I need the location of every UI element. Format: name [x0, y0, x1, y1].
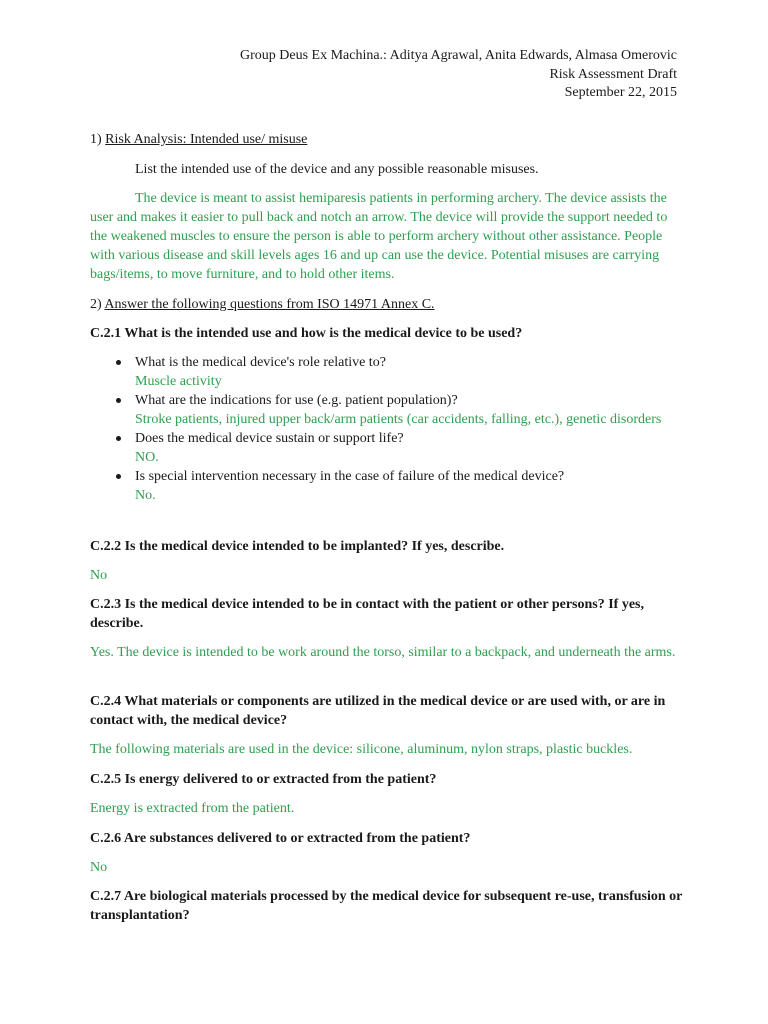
- bullet-answer: Stroke patients, injured upper back/arm patients (car accidents, falling, etc.), genetic disorders: [135, 412, 662, 427]
- section1-heading: [90, 130, 684, 149]
- document-header: [240, 47, 677, 103]
- list-item: [90, 391, 684, 429]
- header-date: September 22, 2015: [564, 85, 677, 100]
- bullet-answer: Muscle activity: [135, 374, 222, 389]
- bullet-icon: [116, 436, 121, 441]
- section2-title: Answer the following questions from ISO 14971 Annex C.: [104, 297, 435, 312]
- c21-question: C.2.1 What is the intended use and how is the medical device to be used?: [90, 326, 523, 341]
- c24-question: C.2.4 What materials or components are utilized in the medical device or are used with, or are in contact with, the medical device?: [90, 694, 666, 728]
- c22-question: C.2.2 Is the medical device intended to be implanted? If yes, describe.: [90, 539, 505, 554]
- section1-prompt: List the intended use of the device and any possible reasonable misuses.: [135, 162, 539, 177]
- c21-bullet-list: [90, 353, 684, 505]
- c27-question: C.2.7 Are biological materials processed by the medical device for subsequent re-use, transfusion or transplantation?: [90, 889, 683, 923]
- bullet-question: Is special intervention necessary in the case of failure of the medical device?: [135, 469, 565, 484]
- c23-question: C.2.3 Is the medical device intended to be in contact with the patient or other persons? If yes, describe.: [90, 597, 645, 631]
- header-authors: Group Deus Ex Machina.: Aditya Agrawal, Anita Edwards, Almasa Omerovic: [239, 48, 677, 63]
- c23-answer: Yes. The device is intended to be work around the torso, similar to a backpack, and underneath the arms.: [90, 645, 676, 660]
- bullet-answer: NO.: [135, 450, 159, 465]
- section1-number: 1): [90, 132, 106, 147]
- c25-answer: Energy is extracted from the patient.: [90, 801, 295, 816]
- bullet-icon: [116, 398, 121, 403]
- c26-answer: No: [90, 860, 108, 875]
- bullet-question: Does the medical device sustain or support life?: [135, 431, 404, 446]
- section1-answer: The device is meant to assist hemiparesis patients in performing archery. The device assists the user and makes it easier to pull back and notch an arrow. The device will provide the support needed to the weakened muscles to ensure the person is able to perform archery without other assistance. People with various disease and skill levels ages 16 and up can use the device. Potential misuses are carrying bags/items, to move furniture, and to hold other items.: [90, 191, 668, 282]
- c24-answer: The following materials are used in the device: silicone, aluminum, nylon straps, plastic buckles.: [90, 742, 633, 757]
- c25-question: C.2.5 Is energy delivered to or extracted from the patient?: [90, 772, 437, 787]
- bullet-question: What are the indications for use (e.g. patient population)?: [135, 393, 458, 408]
- c26-question: C.2.6 Are substances delivered to or extracted from the patient?: [90, 831, 471, 846]
- header-doc-title: Risk Assessment Draft: [549, 66, 677, 82]
- section2-number: 2): [90, 297, 105, 312]
- bullet-question: What is the medical device's role relative to?: [135, 355, 386, 370]
- list-item: [90, 353, 684, 391]
- section1-title: Risk Analysis: Intended use/ misuse: [105, 132, 308, 147]
- list-item: [90, 467, 684, 505]
- section2-heading: [90, 295, 684, 314]
- bullet-answer: No.: [135, 488, 156, 503]
- bullet-icon: [116, 474, 121, 479]
- list-item: [90, 429, 684, 467]
- bullet-icon: [116, 360, 121, 365]
- c22-answer: No: [90, 568, 108, 583]
